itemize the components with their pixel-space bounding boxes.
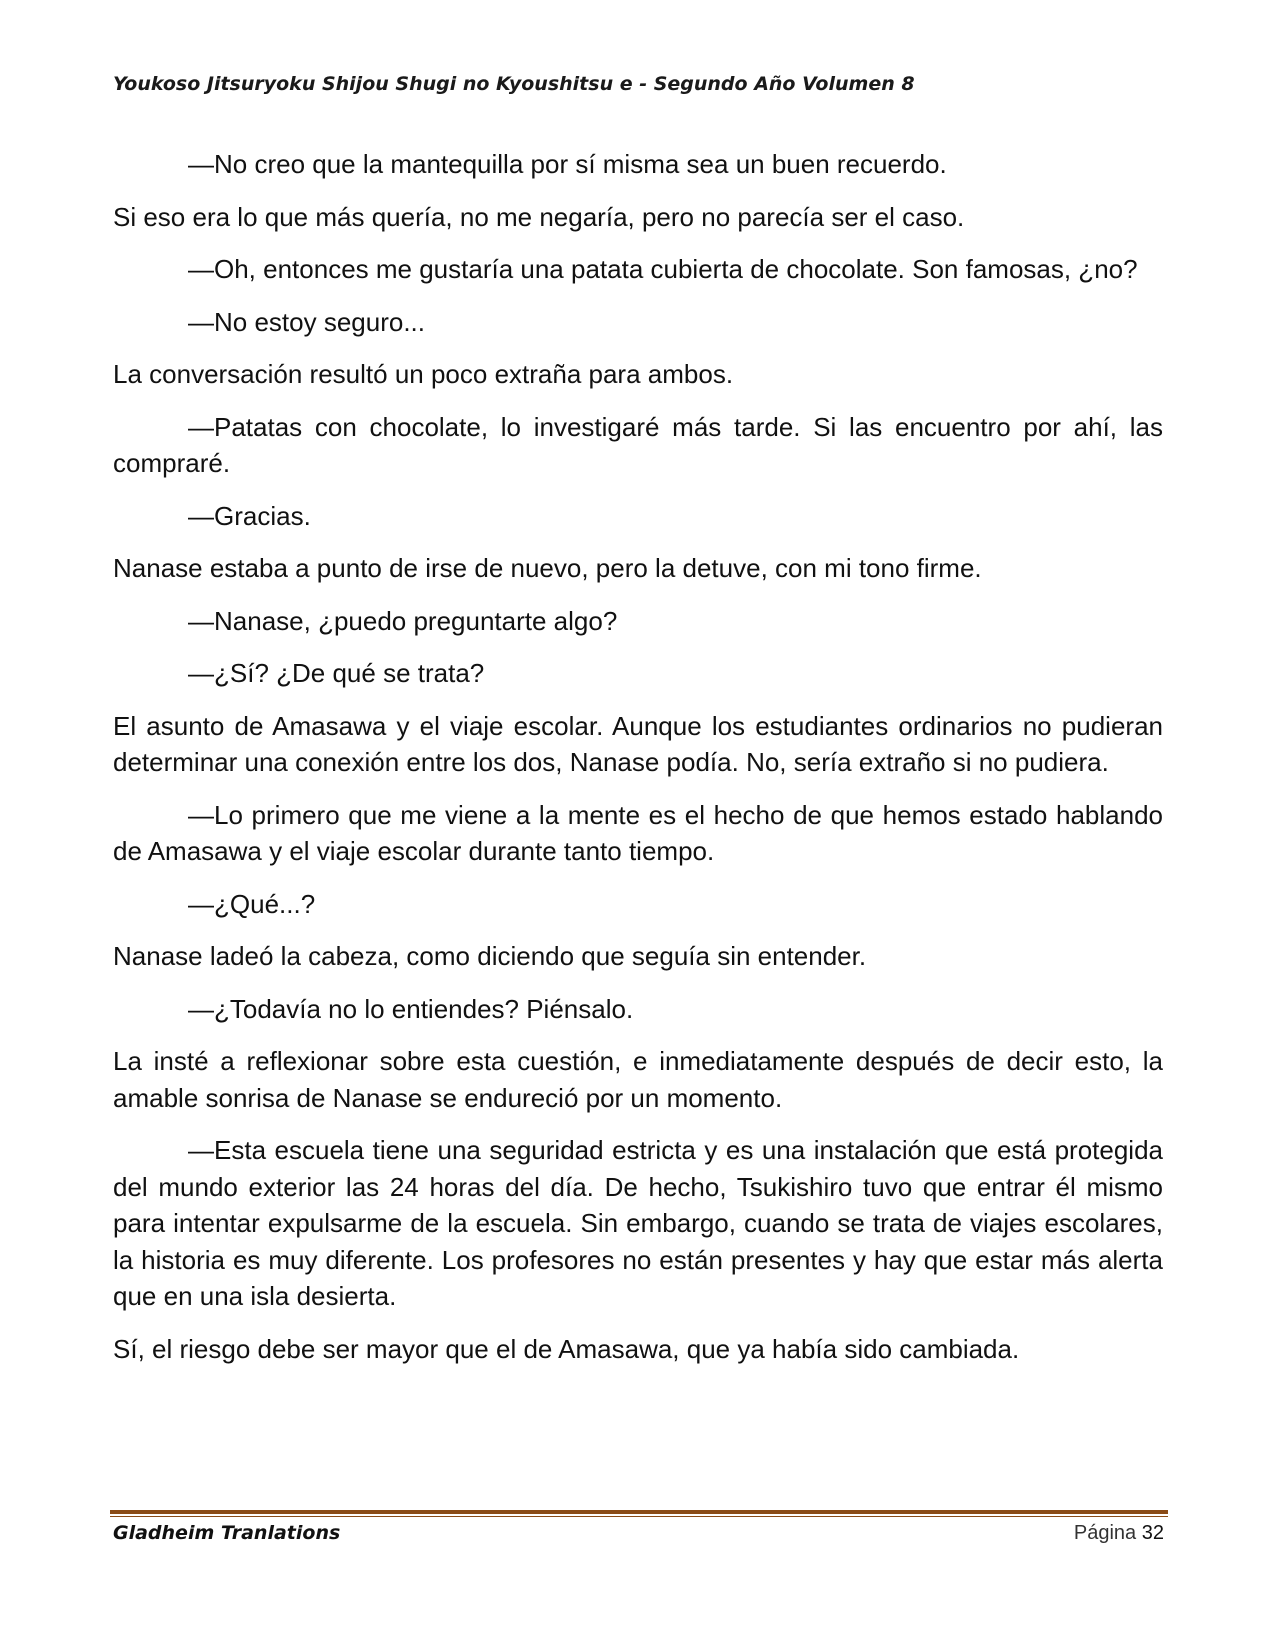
footer-divider bbox=[110, 1510, 1168, 1518]
paragraph: —¿Todavía no lo entiendes? Piénsalo. bbox=[188, 993, 634, 1024]
paragraph: —Patatas con chocolate, lo investigaré más tarde. Si las encuentro por ahí, las compraré. bbox=[113, 411, 1163, 478]
paragraph: —No estoy seguro... bbox=[188, 306, 425, 337]
footer-credit: Gladheim Tranlations bbox=[113, 1522, 341, 1544]
paragraph: —Esta escuela tiene una seguridad estricta y es una instalación que está protegida del mundo exterior las 24 horas del día. De hecho, Tsukishiro tuvo que entrar él mismo para intentar expulsarme de la escuela. Sin embargo, cuando se trata de viajes escolares, la historia es muy diferente. Los profesores no están presentes y hay que estar más alerta que en una isla desierta. bbox=[113, 1135, 1163, 1311]
paragraph: Si eso era lo que más quería, no me negaría, pero no parecía ser el caso. bbox=[113, 201, 965, 232]
running-header: Youkoso Jitsuryoku Shijou Shugi no Kyoushitsu e - Segundo Año Volumen 8 bbox=[113, 73, 915, 95]
paragraph: —Nanase, ¿puedo preguntarte algo? bbox=[188, 605, 618, 636]
paragraph: La conversación resultó un poco extraña para ambos. bbox=[113, 359, 734, 389]
paragraph: —Lo primero que me viene a la mente es el hecho de que hemos estado hablando de Amasawa y el viaje escolar durante tanto tiempo. bbox=[113, 799, 1163, 866]
paragraph: —No creo que la mantequilla por sí misma sea un buen recuerdo. bbox=[188, 149, 947, 179]
footer-divider-thin bbox=[110, 1516, 1168, 1517]
paragraph: El asunto de Amasawa y el viaje escolar. Aunque los estudiantes ordinarios no pudieran determinar una conexión entre los dos, Nanase podía. No, sería extraño si no pudiera. bbox=[113, 710, 1163, 777]
paragraph: Nanase estaba a punto de irse de nuevo, pero la detuve, con mi tono firme. bbox=[113, 553, 982, 583]
paragraph: —¿Sí? ¿De qué se trata? bbox=[188, 658, 485, 688]
paragraph: La insté a reflexionar sobre esta cuestión, e inmediatamente después de decir esto, la amable sonrisa de Nanase se endureció por un momento. bbox=[113, 1046, 1163, 1113]
paragraph: —Oh, entonces me gustaría una patata cubierta de chocolate. Son famosas, ¿no? bbox=[188, 254, 1138, 284]
page-number-label bbox=[1074, 1522, 1164, 1545]
page-number: 32 bbox=[1141, 1522, 1164, 1544]
footer-divider-thick bbox=[110, 1510, 1168, 1514]
body-text bbox=[113, 146, 1163, 1383]
paragraph: Nanase ladeó la cabeza, como diciendo que seguía sin entender. bbox=[113, 941, 867, 971]
paragraph: —¿Qué...? bbox=[188, 888, 316, 919]
paragraph: Sí, el riesgo debe ser mayor que el de Amasawa, que ya había sido cambiada. bbox=[113, 1333, 1020, 1364]
page-label: Página bbox=[1073, 1522, 1137, 1544]
paragraph: —Gracias. bbox=[188, 500, 311, 531]
